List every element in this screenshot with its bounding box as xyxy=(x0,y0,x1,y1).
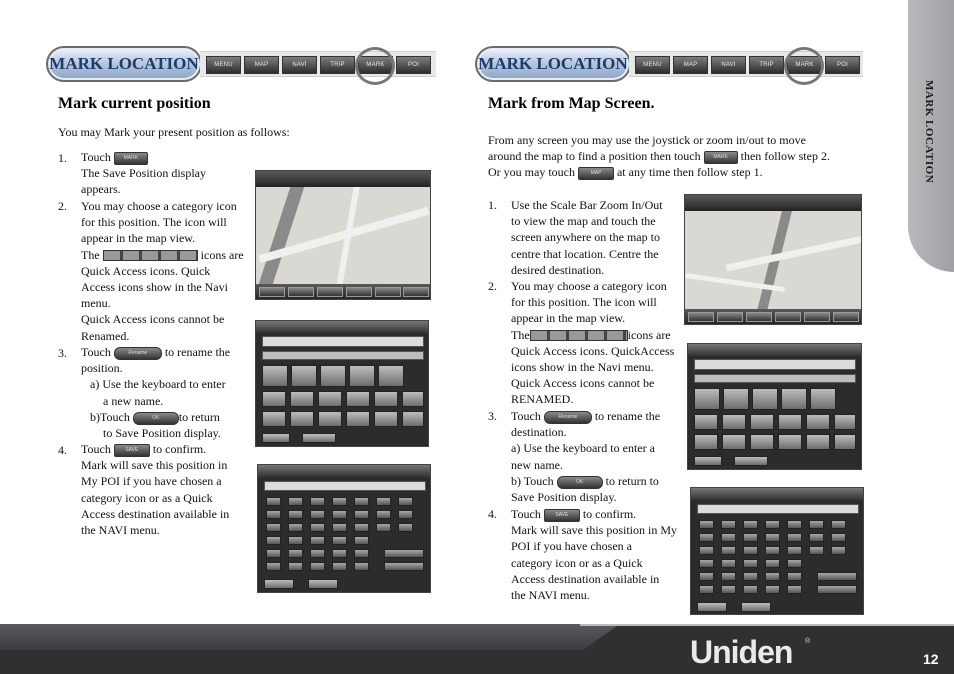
text: Mark will save this position in xyxy=(81,458,228,473)
text: to Save Position display. xyxy=(103,426,221,441)
right-step-3 xyxy=(511,408,691,505)
brand-logo: Uniden xyxy=(690,634,793,670)
inline-mark-button: MARK xyxy=(704,151,738,164)
name-field xyxy=(697,504,859,514)
text: Quick Access icons cannot be xyxy=(511,376,655,391)
name-field xyxy=(262,336,424,347)
dialog-title-bar xyxy=(688,344,861,356)
left-step-4 xyxy=(81,441,256,538)
page-number: 12 xyxy=(923,651,939,667)
save-position-screenshot xyxy=(687,343,862,470)
left-section-header xyxy=(46,46,436,82)
text: You may choose a category icon xyxy=(511,279,667,293)
text: From any screen you may use the joystick or zoom in/out to move xyxy=(488,133,806,147)
text: then follow step 2. xyxy=(740,149,830,164)
map-bottom-bar xyxy=(685,309,861,325)
step-number: 3. xyxy=(58,346,67,360)
menu-button: MENU xyxy=(206,56,241,74)
address-field xyxy=(262,351,424,360)
text: Touch xyxy=(511,409,541,423)
text: a new name. xyxy=(103,393,164,408)
road xyxy=(726,236,862,272)
text: icons are xyxy=(627,327,671,342)
right-heading: Mark from Map Screen. xyxy=(488,95,655,112)
left-intro: You may Mark your present position as follows: xyxy=(58,125,290,139)
section-title-badge xyxy=(475,46,631,82)
step-number: 4. xyxy=(488,507,497,521)
text: RENAMED. xyxy=(511,392,574,407)
map-screenshot xyxy=(684,194,862,325)
rename-keyboard-screenshot xyxy=(257,464,431,593)
poi-button: POI xyxy=(396,56,431,74)
step-number: 2. xyxy=(488,279,497,293)
text: Access destination available in xyxy=(511,571,660,586)
mark-highlight-ring xyxy=(784,47,824,85)
text: Quick Access icons. Quick xyxy=(81,263,211,278)
step-number: 1. xyxy=(58,151,67,165)
inline-rename-button: Rename xyxy=(114,347,162,360)
text: around the map to find a position then touch xyxy=(488,149,701,164)
text: You may choose a category icon xyxy=(81,199,237,213)
text: position. xyxy=(81,361,123,376)
text: for this position. The icon will xyxy=(81,215,227,230)
save-position-screenshot xyxy=(255,320,429,447)
inline-rename-button: Rename xyxy=(544,411,592,424)
text: destination. xyxy=(511,425,567,440)
text: The xyxy=(511,327,530,342)
dialog-title-bar xyxy=(256,321,428,333)
left-heading: Mark current position xyxy=(58,95,211,112)
map-screenshot xyxy=(255,170,431,300)
left-step-1 xyxy=(81,149,251,198)
inline-ok-button: OK xyxy=(133,412,179,425)
step-number: 3. xyxy=(488,409,497,423)
menu-button-strip xyxy=(200,51,436,77)
text: appears. xyxy=(81,182,121,197)
text: Touch xyxy=(81,442,111,456)
menu-button: MENU xyxy=(635,56,670,74)
inline-map-button: MAP xyxy=(578,167,614,180)
text: appear in the map view. xyxy=(81,231,196,246)
text: new name. xyxy=(511,457,563,472)
text: b) Touch xyxy=(511,473,554,488)
step-number: 4. xyxy=(58,443,67,457)
text: icons are xyxy=(200,247,244,262)
name-field xyxy=(694,359,856,370)
poi-button: POI xyxy=(825,56,860,74)
map-button: MAP xyxy=(244,56,279,74)
inline-save-button: SAVE xyxy=(544,509,580,522)
text: to rename the xyxy=(164,345,231,359)
inline-save-button: SAVE xyxy=(114,444,150,457)
mark-highlight-ring xyxy=(355,47,395,85)
right-step-2 xyxy=(511,278,691,408)
quick-access-icons-strip xyxy=(103,250,198,261)
text: Quick Access icons cannot be xyxy=(81,312,225,327)
text: Save Position display. xyxy=(511,490,617,505)
inline-ok-button: OK xyxy=(557,476,603,489)
rename-keyboard-screenshot xyxy=(690,487,864,615)
text: b)Touch xyxy=(90,409,130,424)
text: Touch xyxy=(81,150,111,164)
right-intro xyxy=(488,132,898,181)
section-title: MARK LOCATION xyxy=(49,54,199,73)
name-field xyxy=(264,481,426,491)
right-section-header xyxy=(475,46,865,82)
text: Touch xyxy=(511,507,541,521)
step-number: 1. xyxy=(488,198,497,212)
footer-accent xyxy=(0,624,620,650)
text: Access icons show in the Navi xyxy=(81,280,228,295)
text: Access destination available in xyxy=(81,506,230,521)
mark-button: MARK xyxy=(787,56,822,74)
text: to return to xyxy=(605,473,659,488)
section-title-badge xyxy=(46,46,202,82)
text: Or you may touch xyxy=(488,165,575,180)
map-top-bar xyxy=(685,195,861,211)
text: a) Use the keyboard to enter a xyxy=(511,441,655,456)
step-number: 2. xyxy=(58,199,67,213)
right-step-1 xyxy=(511,197,686,278)
text: The Save Position display xyxy=(81,166,206,181)
text: My POI if you have chosen a xyxy=(81,474,222,489)
dialog-title-bar xyxy=(691,488,863,500)
text: to rename the xyxy=(594,409,661,423)
mark-button: MARK xyxy=(358,56,393,74)
navi-button: NAVI xyxy=(711,56,746,74)
text: a) Use the keyboard to enter xyxy=(90,377,226,392)
text: Touch xyxy=(81,345,111,359)
text: at any time then follow step 1. xyxy=(616,165,763,180)
text: desired destination. xyxy=(511,262,605,277)
text: to view the map and touch the xyxy=(511,214,656,229)
map-button: MAP xyxy=(673,56,708,74)
text: Quick Access icons. QuickAccess xyxy=(511,343,675,358)
dialog-title-bar xyxy=(258,465,430,477)
text: to return xyxy=(178,409,220,424)
text: the NAVI menu. xyxy=(81,523,160,538)
text: The xyxy=(81,247,100,262)
footer-divider xyxy=(580,624,954,626)
text: appear in the map view. xyxy=(511,311,626,326)
registered-mark: ® xyxy=(805,638,811,645)
text: centre that location. Centre the xyxy=(511,246,659,261)
text: to confirm. xyxy=(582,507,637,521)
text: Renamed. xyxy=(81,328,130,343)
text: icons show in the Navi menu. xyxy=(511,360,654,375)
left-step-3 xyxy=(81,344,256,441)
text: for this position. The icon will xyxy=(511,295,657,310)
map-top-bar xyxy=(256,171,430,187)
text: the NAVI menu. xyxy=(511,588,590,603)
text: menu. xyxy=(81,296,111,311)
right-step-4 xyxy=(511,506,691,603)
left-step-2 xyxy=(81,198,256,344)
map-bottom-bar xyxy=(256,284,430,300)
menu-button-strip xyxy=(629,51,863,77)
quick-access-icons-strip xyxy=(530,330,628,341)
text: Use the Scale Bar Zoom In/Out xyxy=(511,198,663,212)
road xyxy=(257,171,310,291)
navi-button: NAVI xyxy=(282,56,317,74)
text: Mark will save this position in My xyxy=(511,523,677,538)
inline-mark-button: MARK xyxy=(114,152,148,165)
address-field xyxy=(694,374,856,383)
text: to confirm. xyxy=(152,442,207,456)
text: category icon or as a Quick xyxy=(511,555,643,570)
text: screen anywhere on the map to xyxy=(511,230,660,245)
text: POI if you have chosen a xyxy=(511,539,632,554)
text: category icon or as a Quick xyxy=(81,490,213,505)
side-tab-label: MARK LOCATION xyxy=(923,80,935,184)
trip-button: TRIP xyxy=(749,56,784,74)
trip-button: TRIP xyxy=(320,56,355,74)
section-title: MARK LOCATION xyxy=(478,54,628,73)
